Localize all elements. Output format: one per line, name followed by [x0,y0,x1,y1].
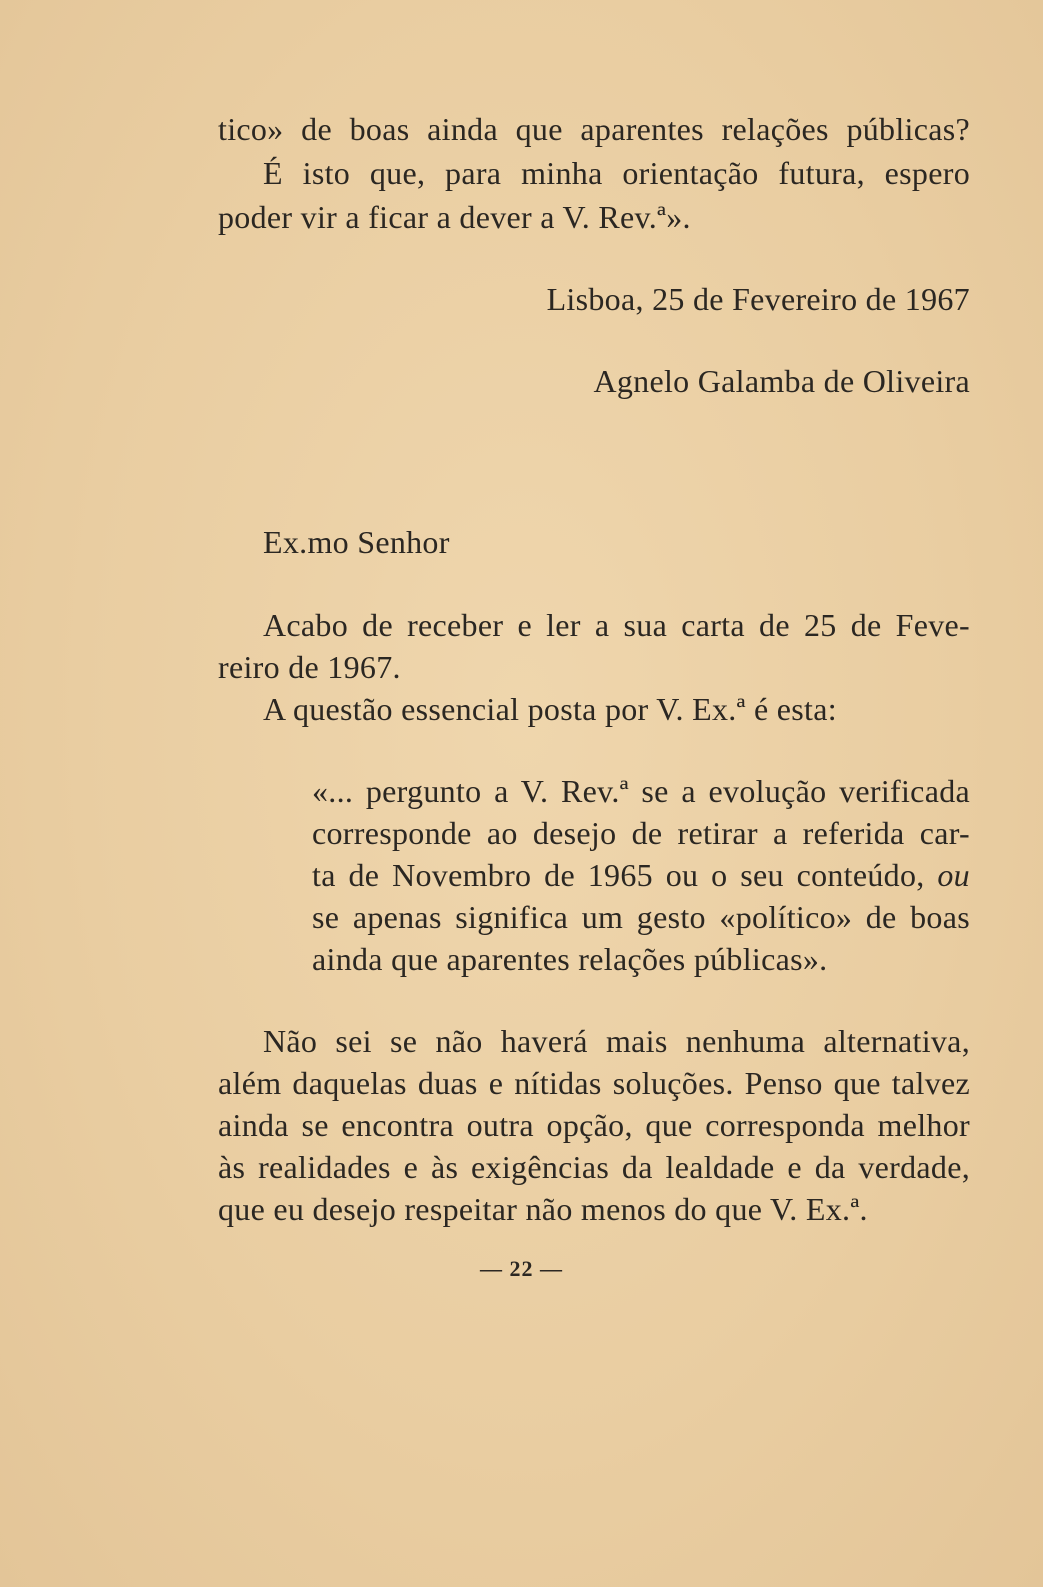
text-line: Acabo de receber e ler a sua carta de 25 de Feve- [263,607,970,643]
quote-line: «... pergunto a V. Rev.ª se a evolução verificada [312,773,970,809]
text-line: poder vir a ficar a dever a V. Rev.ª». [218,199,691,235]
quote-text: ta de Novembro de 1965 ou o seu conteúdo, [312,857,925,893]
text-line: A questão essencial posta por V. Ex.ª é esta: [263,691,837,727]
quote-line: ainda que aparentes relações públicas». [312,941,828,977]
quote-emphasis: ou [937,857,970,893]
text-line: Não sei se não haverá mais nenhuma alternativa, [263,1023,970,1059]
text-line: além daquelas duas e nítidas soluções. Penso que talvez [218,1065,970,1101]
letter-date: Lisboa, 25 de Fevereiro de 1967 [546,281,970,317]
salutation: Ex.mo Senhor [263,524,450,560]
letter-signature: Agnelo Galamba de Oliveira [593,363,970,399]
text-line: É isto que, para minha orientação futura, espero [263,155,970,191]
text-line: reiro de 1967. [218,649,401,685]
quote-line: se apenas significa um gesto «político» de boas [312,899,970,935]
text-line: tico» de boas ainda que aparentes relações públicas? [218,111,970,147]
text-line: ainda se encontra outra opção, que corresponda melhor [218,1107,970,1143]
quote-line [312,854,970,896]
quote-line: corresponde ao desejo de retirar a referida car- [312,815,970,851]
text-line: às realidades e às exigências da lealdade e da verdade, [218,1149,970,1185]
text-line: que eu desejo respeitar não menos do que V. Ex.ª. [218,1191,868,1227]
page-number: — 22 — [480,1256,563,1281]
